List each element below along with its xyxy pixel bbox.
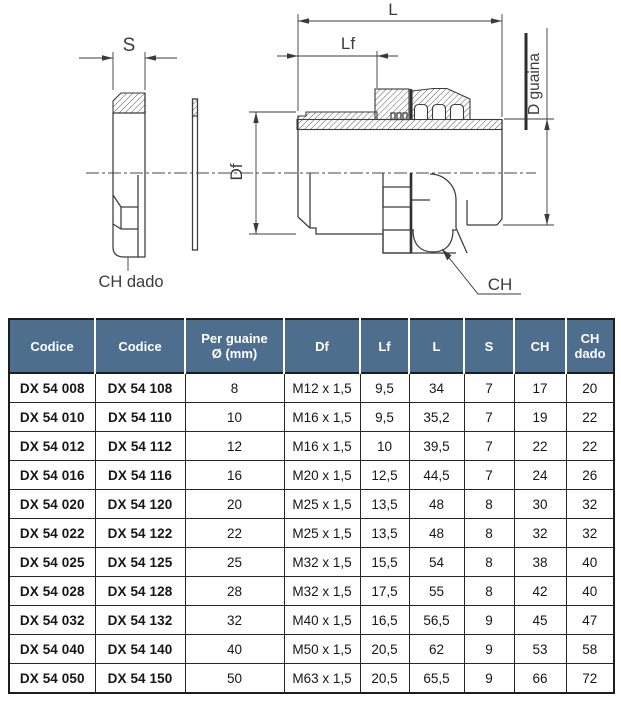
table-cell: 32 xyxy=(514,519,566,548)
table-cell: DX 54 125 xyxy=(95,548,185,577)
table-cell: 55 xyxy=(409,577,464,606)
dim-label-ch: CH xyxy=(487,275,513,294)
table-cell: DX 54 116 xyxy=(95,461,185,490)
table-cell: 19 xyxy=(514,403,566,432)
table-cell: 10 xyxy=(185,403,284,432)
table-cell: 20 xyxy=(185,490,284,519)
table-row xyxy=(9,577,614,606)
dimensions-table-wrap xyxy=(8,318,615,694)
table-cell: 15,5 xyxy=(360,548,409,577)
table-cell: 9,5 xyxy=(360,403,409,432)
table-cell: DX 54 020 xyxy=(9,490,95,519)
table-cell: 50 xyxy=(185,664,284,694)
table-cell: 20,5 xyxy=(360,635,409,664)
column-header: L xyxy=(409,319,464,373)
table-cell: M16 x 1,5 xyxy=(284,403,360,432)
table-cell: DX 54 022 xyxy=(9,519,95,548)
column-header: Codice xyxy=(9,319,95,373)
table-cell: 13,5 xyxy=(360,490,409,519)
table-cell: 32 xyxy=(566,490,614,519)
dimension-d-guaina xyxy=(503,28,554,225)
table-cell: 38 xyxy=(514,548,566,577)
table-cell: 9,5 xyxy=(360,373,409,403)
table-cell: DX 54 028 xyxy=(9,577,95,606)
table-cell: 24 xyxy=(514,461,566,490)
table-cell: 8 xyxy=(464,548,514,577)
table-cell: 48 xyxy=(409,519,464,548)
table-cell: 30 xyxy=(514,490,566,519)
table-cell: DX 54 108 xyxy=(95,373,185,403)
table-cell: 7 xyxy=(464,373,514,403)
washer-side-view xyxy=(193,99,198,250)
table-row xyxy=(9,461,614,490)
table-cell: 66 xyxy=(514,664,566,694)
table-cell: 12,5 xyxy=(360,461,409,490)
table-row xyxy=(9,548,614,577)
table-row xyxy=(9,403,614,432)
table-cell: 40 xyxy=(566,548,614,577)
dimension-lf xyxy=(277,34,398,88)
table-cell: 42 xyxy=(514,577,566,606)
dim-label-s: S xyxy=(122,35,136,56)
table-cell: 53 xyxy=(514,635,566,664)
table-cell: 40 xyxy=(185,635,284,664)
table-cell: 54 xyxy=(409,548,464,577)
table-cell: 17 xyxy=(514,373,566,403)
table-cell: 9 xyxy=(464,606,514,635)
table-cell: M25 x 1,5 xyxy=(284,490,360,519)
table-cell: DX 54 025 xyxy=(9,548,95,577)
table-cell: DX 54 122 xyxy=(95,519,185,548)
table-cell: 48 xyxy=(409,490,464,519)
table-cell: 8 xyxy=(185,373,284,403)
table-cell: 47 xyxy=(566,606,614,635)
technical-drawing xyxy=(0,0,621,316)
table-cell: 7 xyxy=(464,461,514,490)
dim-label-ch-dado: CH dado xyxy=(98,273,164,291)
table-cell: 65,5 xyxy=(409,664,464,694)
table-cell: DX 54 008 xyxy=(9,373,95,403)
table-cell: 8 xyxy=(464,490,514,519)
table-cell: 16 xyxy=(185,461,284,490)
table-cell: 32 xyxy=(566,519,614,548)
column-header: Codice xyxy=(95,319,185,373)
table-cell: 9 xyxy=(464,635,514,664)
dim-label-d-guaina: D guaina xyxy=(526,52,543,116)
table-cell: DX 54 012 xyxy=(9,432,95,461)
callout-ch-dado xyxy=(98,257,163,291)
column-header: Per guaine Ø (mm) xyxy=(185,319,284,373)
table-cell: 56,5 xyxy=(409,606,464,635)
column-header: Df xyxy=(284,319,360,373)
table-cell: 72 xyxy=(566,664,614,694)
table-header-row xyxy=(9,319,614,373)
table-row xyxy=(9,664,614,694)
table-cell: DX 54 112 xyxy=(95,432,185,461)
table-cell: 10 xyxy=(360,432,409,461)
table-cell: 44,5 xyxy=(409,461,464,490)
column-header: Lf xyxy=(360,319,409,373)
table-cell: 25 xyxy=(185,548,284,577)
table-cell: DX 54 150 xyxy=(95,664,185,694)
table-cell: 26 xyxy=(566,461,614,490)
table-cell: M25 x 1,5 xyxy=(284,519,360,548)
table-cell: 39,5 xyxy=(409,432,464,461)
table-cell: 62 xyxy=(409,635,464,664)
table-cell: 7 xyxy=(464,432,514,461)
table-cell: 22 xyxy=(185,519,284,548)
table-cell: DX 54 132 xyxy=(95,606,185,635)
dim-label-l: L xyxy=(388,0,398,19)
gland-section-view xyxy=(297,89,502,254)
table-cell: 28 xyxy=(185,577,284,606)
table-cell: 17,5 xyxy=(360,577,409,606)
table-cell: DX 54 050 xyxy=(9,664,95,694)
table-cell: 20,5 xyxy=(360,664,409,694)
table-cell: 45 xyxy=(514,606,566,635)
table-cell: DX 54 016 xyxy=(9,461,95,490)
nut-side-view xyxy=(113,93,145,257)
table-cell: 9 xyxy=(464,664,514,694)
table-cell: M40 x 1,5 xyxy=(284,606,360,635)
table-cell: DX 54 040 xyxy=(9,635,95,664)
table-cell: M32 x 1,5 xyxy=(284,548,360,577)
dim-label-lf: Lf xyxy=(340,34,356,53)
table-row xyxy=(9,432,614,461)
table-cell: DX 54 010 xyxy=(9,403,95,432)
table-cell: 8 xyxy=(464,577,514,606)
table-cell: 16,5 xyxy=(360,606,409,635)
table-cell: M50 x 1,5 xyxy=(284,635,360,664)
column-header: S xyxy=(464,319,514,373)
table-cell: M32 x 1,5 xyxy=(284,577,360,606)
table-cell: 32 xyxy=(185,606,284,635)
table-cell: M16 x 1,5 xyxy=(284,432,360,461)
table-cell: 20 xyxy=(566,373,614,403)
table-cell: M12 x 1,5 xyxy=(284,373,360,403)
table-row xyxy=(9,606,614,635)
table-cell: 35,2 xyxy=(409,403,464,432)
table-cell: M63 x 1,5 xyxy=(284,664,360,694)
table-cell: DX 54 120 xyxy=(95,490,185,519)
table-cell: DX 54 110 xyxy=(95,403,185,432)
table-cell: 22 xyxy=(514,432,566,461)
dimension-s xyxy=(79,35,177,90)
table-cell: 40 xyxy=(566,577,614,606)
table-cell: 13,5 xyxy=(360,519,409,548)
table-cell: 34 xyxy=(409,373,464,403)
table-cell: 12 xyxy=(185,432,284,461)
table-row xyxy=(9,490,614,519)
table-row xyxy=(9,373,614,403)
table-row xyxy=(9,519,614,548)
dim-label-df: Df xyxy=(227,163,246,181)
column-header: CH xyxy=(514,319,566,373)
table-cell: 22 xyxy=(566,403,614,432)
table-cell: 58 xyxy=(566,635,614,664)
callout-ch xyxy=(442,249,521,294)
column-header: CH dado xyxy=(566,319,614,373)
table-cell: DX 54 140 xyxy=(95,635,185,664)
table-cell: 8 xyxy=(464,519,514,548)
table-row xyxy=(9,635,614,664)
table-cell: 7 xyxy=(464,403,514,432)
table-cell: DX 54 128 xyxy=(95,577,185,606)
dimensions-table xyxy=(8,318,615,694)
table-cell: M20 x 1,5 xyxy=(284,461,360,490)
table-cell: 22 xyxy=(566,432,614,461)
table-cell: DX 54 032 xyxy=(9,606,95,635)
